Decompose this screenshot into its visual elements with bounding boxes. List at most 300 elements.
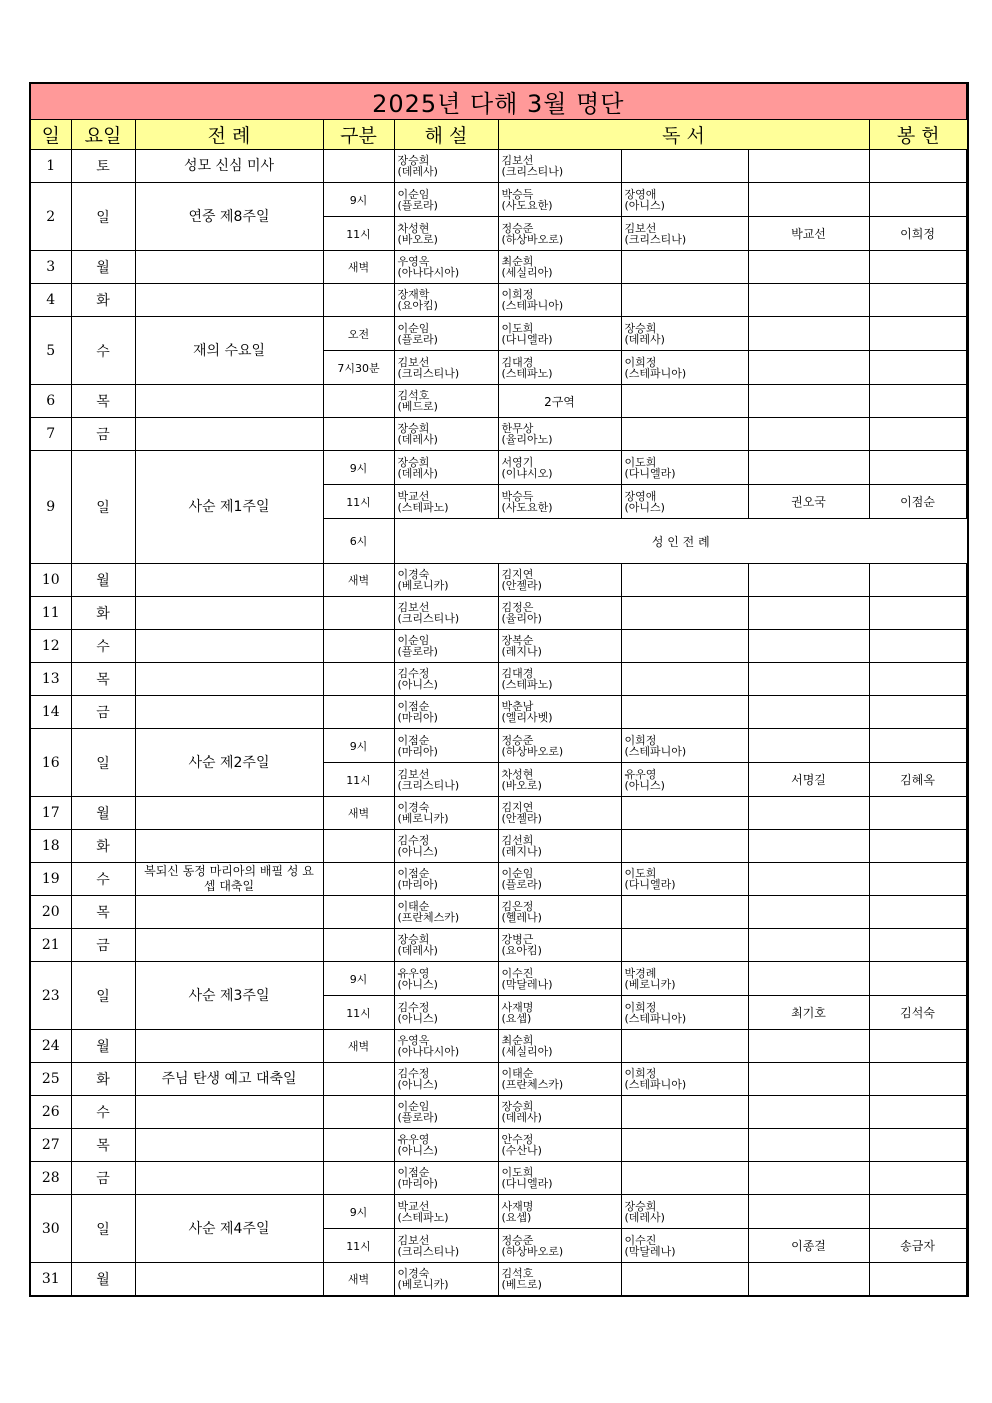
commentator: [394, 1096, 498, 1129]
commentator-saint: (아니스): [397, 1078, 438, 1091]
reader-1-name: 서영기: [501, 455, 534, 469]
offering-2: [869, 1195, 966, 1229]
offering-1: [748, 729, 869, 763]
reader-1: [498, 1263, 621, 1296]
commentator-name: 장재학: [397, 288, 430, 301]
reader-2-saint: (베로니카): [624, 977, 676, 991]
offering-2: [869, 564, 966, 597]
commentator-saint: (요아킴): [397, 299, 438, 312]
reader-1: [498, 1096, 621, 1129]
reader-1: [498, 929, 621, 962]
commentator-name: 이순임: [397, 634, 430, 647]
reader-2-name: 장영애: [624, 489, 657, 503]
commentator-name: 이점순: [397, 867, 430, 880]
commentator-name: 장승희: [397, 422, 430, 435]
offering-1: [748, 630, 869, 663]
reader-2-saint: (스테파니아): [624, 1078, 687, 1091]
reader-1-name: 김보선: [501, 154, 534, 167]
commentator-name: 우영옥: [397, 1034, 430, 1047]
reader-2: [621, 896, 748, 929]
commentator-saint: (베로니카): [397, 1277, 449, 1291]
liturgy-cell: 복되신 동정 마리아의 배필 성 요셉 대축일: [135, 863, 323, 896]
commentator: [394, 564, 498, 597]
commentator: [394, 183, 498, 217]
liturgy-cell: 사순 제2주일: [135, 729, 323, 797]
commentator-saint: (스테파노): [397, 1210, 449, 1224]
day-cell: 4: [30, 284, 71, 317]
commentator: [394, 418, 498, 451]
reader-2-saint: (다니엘라): [624, 466, 676, 480]
reader-1: [498, 1063, 621, 1096]
reader-1-saint: (엘리사벳): [501, 711, 553, 724]
reader-2-saint: (데레사): [624, 332, 665, 346]
reader-2: [621, 564, 748, 597]
offering-2: [869, 797, 966, 830]
liturgy-cell: [135, 385, 323, 418]
slot-cell: 9시: [323, 1195, 394, 1229]
offering-1: [748, 597, 869, 630]
reader-2: [621, 317, 748, 351]
commentator: [394, 451, 498, 485]
table-row: [30, 896, 968, 929]
weekday-cell: 월: [71, 564, 135, 597]
commentator-name: 이점순: [397, 1166, 430, 1179]
slot-cell: 새벽: [323, 1030, 394, 1063]
offering-2: 송금자: [869, 1229, 966, 1263]
commentator: [394, 150, 498, 183]
commentator: [394, 1229, 498, 1263]
commentator: [394, 896, 498, 929]
weekday-cell: 월: [71, 1030, 135, 1063]
slot-cell: 9시: [323, 183, 394, 217]
reader-1-saint: (사도요한): [501, 198, 553, 212]
offering-1: 최기호: [748, 996, 869, 1030]
reader-2: [621, 797, 748, 830]
slot-cell: 새벽: [323, 251, 394, 284]
reader-1-saint: (요아킴): [501, 944, 542, 957]
offering-1: [748, 564, 869, 597]
offering-1: [748, 1030, 869, 1063]
reader-2: [621, 929, 748, 962]
weekday-cell: 금: [71, 929, 135, 962]
reader-1: [498, 451, 621, 485]
reader-2: [621, 630, 748, 663]
reader-1-saint: (다니엘라): [501, 1177, 553, 1190]
day-cell: 5: [30, 317, 71, 385]
reader-2-saint: (아니스): [624, 500, 665, 514]
offering-2: [869, 863, 966, 896]
reader-2-saint: (다니엘라): [624, 878, 676, 891]
reader-1-name: 이희정: [501, 288, 534, 301]
reader-1-saint: (스테파노): [501, 366, 553, 380]
commentator-name: 이점순: [397, 700, 430, 713]
offering-2: [869, 729, 966, 763]
reader-2: [621, 663, 748, 696]
commentator-saint: (데레사): [397, 466, 438, 480]
commentator-name: 김보선: [397, 1233, 430, 1247]
reader-2: [621, 418, 748, 451]
offering-1: [748, 1195, 869, 1229]
day-cell: 27: [30, 1129, 71, 1162]
day-cell: 20: [30, 896, 71, 929]
reader-2-name: 이도희: [624, 455, 657, 469]
day-cell: 6: [30, 385, 71, 418]
table-row: [30, 564, 968, 597]
offering-2: [869, 1096, 966, 1129]
liturgy-cell: [135, 663, 323, 696]
liturgy-cell: [135, 1129, 323, 1162]
commentator-name: 박교선: [397, 1199, 430, 1213]
reader-2: [621, 284, 748, 317]
reader-2: [621, 1129, 748, 1162]
weekday-cell: 목: [71, 663, 135, 696]
table-row: [30, 1263, 968, 1296]
commentator: [394, 251, 498, 284]
reader-2-name: 장승희: [624, 321, 657, 335]
slot-cell: [323, 830, 394, 863]
offering-2: [869, 630, 966, 663]
header-slot: 구분: [323, 120, 394, 150]
reader-2: [621, 1162, 748, 1195]
reader-1: [498, 351, 621, 385]
reader-2-saint: (아니스): [624, 198, 665, 212]
commentator-name: 이순임: [397, 1100, 430, 1113]
reader-1-saint: (바오로): [501, 778, 542, 792]
reader-2: [621, 962, 748, 996]
commentator-name: 김보선: [397, 601, 430, 614]
reader-2-name: 장영애: [624, 187, 657, 201]
reader-1-saint: (스테파니아): [501, 299, 564, 312]
reader-1-saint: (막달레나): [501, 977, 553, 991]
liturgy-cell: 사순 제1주일: [135, 451, 323, 564]
table-row: [30, 251, 968, 284]
table-row: [30, 284, 968, 317]
reader-2-name: 장승희: [624, 1199, 657, 1213]
liturgy-cell: [135, 251, 323, 284]
slot-cell: 새벽: [323, 564, 394, 597]
reader-2-name: 유우영: [624, 767, 657, 781]
day-cell: 2: [30, 183, 71, 251]
reader-1-saint: (하상바오로): [501, 744, 564, 758]
table-row: [30, 663, 968, 696]
table-row: [30, 1030, 968, 1063]
offering-2: [869, 663, 966, 696]
reader-1-saint: (세실리아): [501, 1045, 553, 1058]
offering-2: 이희정: [869, 217, 966, 251]
reader-1-saint: (율리아): [501, 612, 542, 625]
reader-2: [621, 729, 748, 763]
slot-cell: [323, 630, 394, 663]
reader-1-name: 사재명: [501, 1000, 534, 1014]
weekday-cell: 화: [71, 284, 135, 317]
offering-1: [748, 385, 869, 418]
reader-2-name: 이희정: [624, 1000, 657, 1014]
slot-cell: 11시: [323, 217, 394, 251]
slot-cell: [323, 597, 394, 630]
commentator-name: 차성현: [397, 221, 430, 235]
commentator-name: 이순임: [397, 187, 430, 201]
liturgy-cell: [135, 1162, 323, 1195]
offering-1: [748, 351, 869, 385]
day-cell: 26: [30, 1096, 71, 1129]
reader-1: [498, 217, 621, 251]
day-cell: 30: [30, 1195, 71, 1263]
offering-1: [748, 251, 869, 284]
liturgy-cell: 재의 수요일: [135, 317, 323, 385]
table-row: [30, 863, 968, 896]
commentator: [394, 1063, 498, 1096]
reader-1-saint: (베드로): [501, 1277, 542, 1291]
reader-1: [498, 1030, 621, 1063]
day-cell: 10: [30, 564, 71, 597]
reader-2: [621, 385, 748, 418]
header-reading: 독 서: [498, 120, 869, 150]
commentator: [394, 1129, 498, 1162]
day-cell: 11: [30, 597, 71, 630]
liturgy-cell: [135, 929, 323, 962]
offering-1: 박교선: [748, 217, 869, 251]
weekday-cell: 일: [71, 1195, 135, 1263]
commentator: [394, 1263, 498, 1296]
reader-1-name: 이수진: [501, 966, 534, 980]
day-cell: 3: [30, 251, 71, 284]
day-cell: 7: [30, 418, 71, 451]
reader-2: [621, 597, 748, 630]
commentator: [394, 597, 498, 630]
reader-1-saint: (이냐시오): [501, 466, 553, 480]
commentator: [394, 485, 498, 519]
reader-1: 2구역: [498, 385, 621, 418]
header-day: 일: [30, 120, 71, 150]
reader-1-name: 정승준: [501, 1233, 534, 1247]
reader-1: [498, 150, 621, 183]
commentator: [394, 830, 498, 863]
day-cell: 13: [30, 663, 71, 696]
liturgy-cell: 주님 탄생 예고 대축일: [135, 1063, 323, 1096]
liturgy-cell: 연중 제8주일: [135, 183, 323, 251]
offering-1: [748, 1096, 869, 1129]
offering-1: 서명길: [748, 763, 869, 797]
weekday-cell: 월: [71, 251, 135, 284]
reader-1: [498, 863, 621, 896]
weekday-cell: 화: [71, 1063, 135, 1096]
reader-1-saint: (하상바오로): [501, 232, 564, 246]
reader-2-name: 박경례: [624, 966, 657, 980]
offering-2: [869, 385, 966, 418]
event-cell: 성 인 전 례: [394, 519, 968, 564]
offering-1: [748, 663, 869, 696]
liturgy-cell: [135, 564, 323, 597]
table-row: [30, 150, 968, 183]
offering-2: [869, 150, 966, 183]
reader-1-saint: (프란체스카): [501, 1078, 564, 1091]
reader-2-name: 이희정: [624, 733, 657, 747]
reader-1-name: 김지연: [501, 568, 534, 581]
liturgy-cell: [135, 597, 323, 630]
offering-1: [748, 696, 869, 729]
weekday-cell: 수: [71, 863, 135, 896]
table-row: [30, 1063, 968, 1096]
weekday-cell: 토: [71, 150, 135, 183]
weekday-cell: 월: [71, 1263, 135, 1296]
commentator-saint: (프란체스카): [397, 911, 460, 924]
commentator: [394, 1162, 498, 1195]
commentator-saint: (플로라): [397, 1111, 438, 1124]
commentator: [394, 630, 498, 663]
reader-1-name: 정승준: [501, 733, 534, 747]
liturgy-cell: [135, 896, 323, 929]
reader-2: [621, 1195, 748, 1229]
reader-1: [498, 1229, 621, 1263]
offering-2: [869, 929, 966, 962]
reader-1-saint: (율리아노): [501, 433, 553, 446]
reader-1-saint: (안젤라): [501, 579, 542, 592]
commentator-saint: (크리스티나): [397, 1244, 460, 1258]
offering-2: [869, 1063, 966, 1096]
commentator: [394, 351, 498, 385]
reader-1: [498, 317, 621, 351]
slot-cell: [323, 150, 394, 183]
reader-1: [498, 485, 621, 519]
commentator-name: 장승희: [397, 154, 430, 167]
slot-cell: 6시: [323, 519, 394, 564]
table-row: [30, 729, 968, 763]
offering-1: [748, 284, 869, 317]
offering-1: [748, 1263, 869, 1296]
day-cell: 12: [30, 630, 71, 663]
commentator-name: 김수정: [397, 667, 430, 680]
reader-1-name: 강병근: [501, 933, 534, 946]
header-commentary: 해 설: [394, 120, 498, 150]
slot-cell: [323, 284, 394, 317]
table-row: [30, 630, 968, 663]
offering-2: [869, 1030, 966, 1063]
table-row: [30, 962, 968, 996]
commentator: [394, 663, 498, 696]
commentator: [394, 696, 498, 729]
reader-1-name: 최순희: [501, 255, 534, 268]
slot-cell: 9시: [323, 962, 394, 996]
liturgy-cell: [135, 830, 323, 863]
commentator-name: 이태순: [397, 900, 430, 913]
reader-2: [621, 251, 748, 284]
commentator: [394, 1195, 498, 1229]
day-cell: 1: [30, 150, 71, 183]
commentator: [394, 962, 498, 996]
table-row: [30, 1096, 968, 1129]
reader-1-name: 김대경: [501, 355, 534, 369]
header-offering: 봉 헌: [869, 120, 968, 150]
day-cell: 19: [30, 863, 71, 896]
offering-2: [869, 962, 966, 996]
commentator: [394, 217, 498, 251]
commentator-saint: (아니스): [397, 678, 438, 691]
commentator: [394, 284, 498, 317]
table-row: [30, 696, 968, 729]
commentator-saint: (플로라): [397, 332, 438, 346]
reader-1: [498, 830, 621, 863]
reader-2-saint: (아니스): [624, 778, 665, 792]
table-row: [30, 1195, 968, 1229]
commentator-name: 김수정: [397, 1000, 430, 1014]
reader-2: [621, 183, 748, 217]
reader-2: [621, 863, 748, 896]
offering-1: [748, 896, 869, 929]
commentator-name: 장승희: [397, 933, 430, 946]
offering-1: 권오국: [748, 485, 869, 519]
day-cell: 9: [30, 451, 71, 564]
reader-2-saint: (스테파니아): [624, 366, 687, 380]
commentator-saint: (플로라): [397, 198, 438, 212]
table-row: [30, 929, 968, 962]
reader-1-name: 김지연: [501, 801, 534, 814]
liturgy-cell: [135, 418, 323, 451]
reader-1-name: 장승희: [501, 1100, 534, 1113]
slot-cell: [323, 929, 394, 962]
weekday-cell: 목: [71, 385, 135, 418]
reader-1-saint: (사도요한): [501, 500, 553, 514]
reader-1: [498, 418, 621, 451]
table-row: [30, 830, 968, 863]
commentator-saint: (마리아): [397, 711, 438, 724]
reader-2: [621, 217, 748, 251]
commentator-name: 이점순: [397, 733, 430, 747]
weekday-cell: 수: [71, 317, 135, 385]
liturgy-cell: 사순 제4주일: [135, 1195, 323, 1263]
offering-1: [748, 150, 869, 183]
reader-1: [498, 696, 621, 729]
reader-1: [498, 251, 621, 284]
liturgy-cell: 성모 신심 미사: [135, 150, 323, 183]
reader-1-saint: (헬레나): [501, 911, 542, 924]
commentator: [394, 863, 498, 896]
reader-2: [621, 1030, 748, 1063]
commentator: [394, 996, 498, 1030]
reader-1-saint: (안젤라): [501, 812, 542, 825]
reader-1: [498, 183, 621, 217]
weekday-cell: 일: [71, 729, 135, 797]
weekday-cell: 일: [71, 962, 135, 1030]
slot-cell: [323, 385, 394, 418]
day-cell: 16: [30, 729, 71, 797]
header-row: [30, 120, 968, 150]
weekday-cell: 화: [71, 597, 135, 630]
offering-2: [869, 896, 966, 929]
reader-1-name: 김선희: [501, 834, 534, 847]
reader-2-name: 이희정: [624, 355, 657, 369]
reader-2: [621, 1263, 748, 1296]
commentator-saint: (크리스티나): [397, 778, 460, 792]
table-row: [30, 1129, 968, 1162]
reader-1-saint: (플로라): [501, 878, 542, 891]
reader-2-name: 이수진: [624, 1233, 657, 1247]
commentator: [394, 317, 498, 351]
commentator-saint: (플로라): [397, 645, 438, 658]
reader-2-saint: (스테파니아): [624, 744, 687, 758]
reader-2: [621, 1096, 748, 1129]
reader-1: [498, 597, 621, 630]
reader-1-saint: (데레사): [501, 1111, 542, 1124]
liturgy-cell: [135, 1263, 323, 1296]
reader-2-name: 이도희: [624, 867, 657, 880]
offering-2: [869, 830, 966, 863]
commentator: [394, 929, 498, 962]
table-row: [30, 385, 968, 418]
day-cell: 25: [30, 1063, 71, 1096]
offering-2: 이점순: [869, 485, 966, 519]
offering-1: [748, 418, 869, 451]
commentator: [394, 729, 498, 763]
